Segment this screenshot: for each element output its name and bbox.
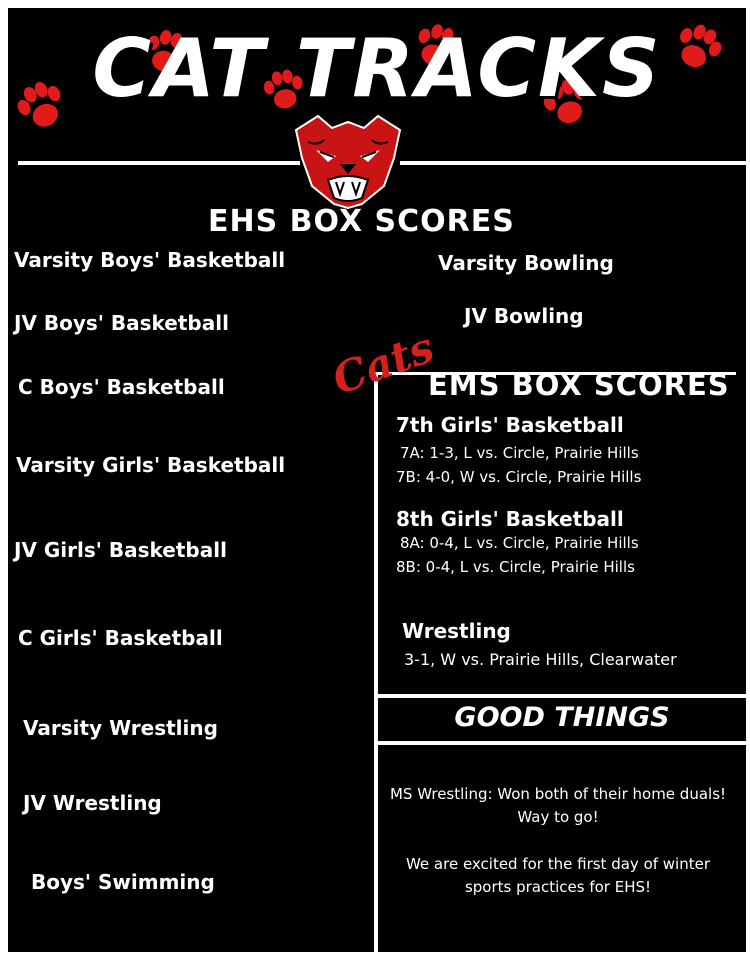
ehs-item: C Boys' Basketball — [18, 375, 225, 399]
flyer-page — [8, 8, 746, 952]
ehs-item: Varsity Wrestling — [23, 716, 218, 740]
page-title: CAT TRACKS — [92, 22, 662, 115]
ehs-item: JV Wrestling — [23, 791, 162, 815]
ehs-item: JV Girls' Basketball — [14, 538, 227, 562]
ems-score-line: 8B: 0-4, L vs. Circle, Prairie Hills — [396, 558, 635, 576]
good-things-item: We are excited for the first day of winter sports practices for EHS! — [405, 855, 711, 896]
ehs-item: Boys' Swimming — [31, 870, 215, 894]
ems-score-line: 8A: 0-4, L vs. Circle, Prairie Hills — [400, 534, 639, 552]
cats-script-badge: Cats — [326, 322, 441, 405]
ehs-item: JV Bowling — [464, 304, 584, 328]
ehs-heading: EHS BOX SCORES — [208, 204, 515, 239]
good-things-heading: GOOD THINGS — [454, 702, 670, 733]
ehs-item: Varsity Boys' Basketball — [14, 248, 286, 272]
ehs-item: Varsity Bowling — [438, 251, 614, 275]
ems-box-left-border — [374, 372, 378, 952]
ems-section-title: 7th Girls' Basketball — [396, 413, 624, 437]
ehs-item: Varsity Girls' Basketball — [16, 453, 286, 477]
header-divider-right — [400, 161, 746, 165]
ems-section-title: Wrestling — [402, 619, 511, 643]
ems-heading: EMS BOX SCORES — [428, 368, 730, 402]
ems-section-title: 8th Girls' Basketball — [396, 507, 624, 531]
good-things-top-border — [376, 694, 746, 698]
ems-score-line: 7B: 4-0, W vs. Circle, Prairie Hills — [396, 468, 642, 486]
panther-mascot-icon — [288, 112, 408, 210]
good-things-bottom-border — [376, 741, 746, 745]
good-things-item: MS Wrestling: Won both of their home duals! Way to go! — [389, 785, 727, 826]
ems-score-line: 7A: 1-3, L vs. Circle, Prairie Hills — [400, 444, 639, 462]
ehs-item: C Girls' Basketball — [18, 626, 223, 650]
header-divider-left — [18, 161, 300, 165]
ehs-item: JV Boys' Basketball — [14, 311, 229, 335]
ems-score-line: 3-1, W vs. Prairie Hills, Clearwater — [404, 650, 677, 669]
